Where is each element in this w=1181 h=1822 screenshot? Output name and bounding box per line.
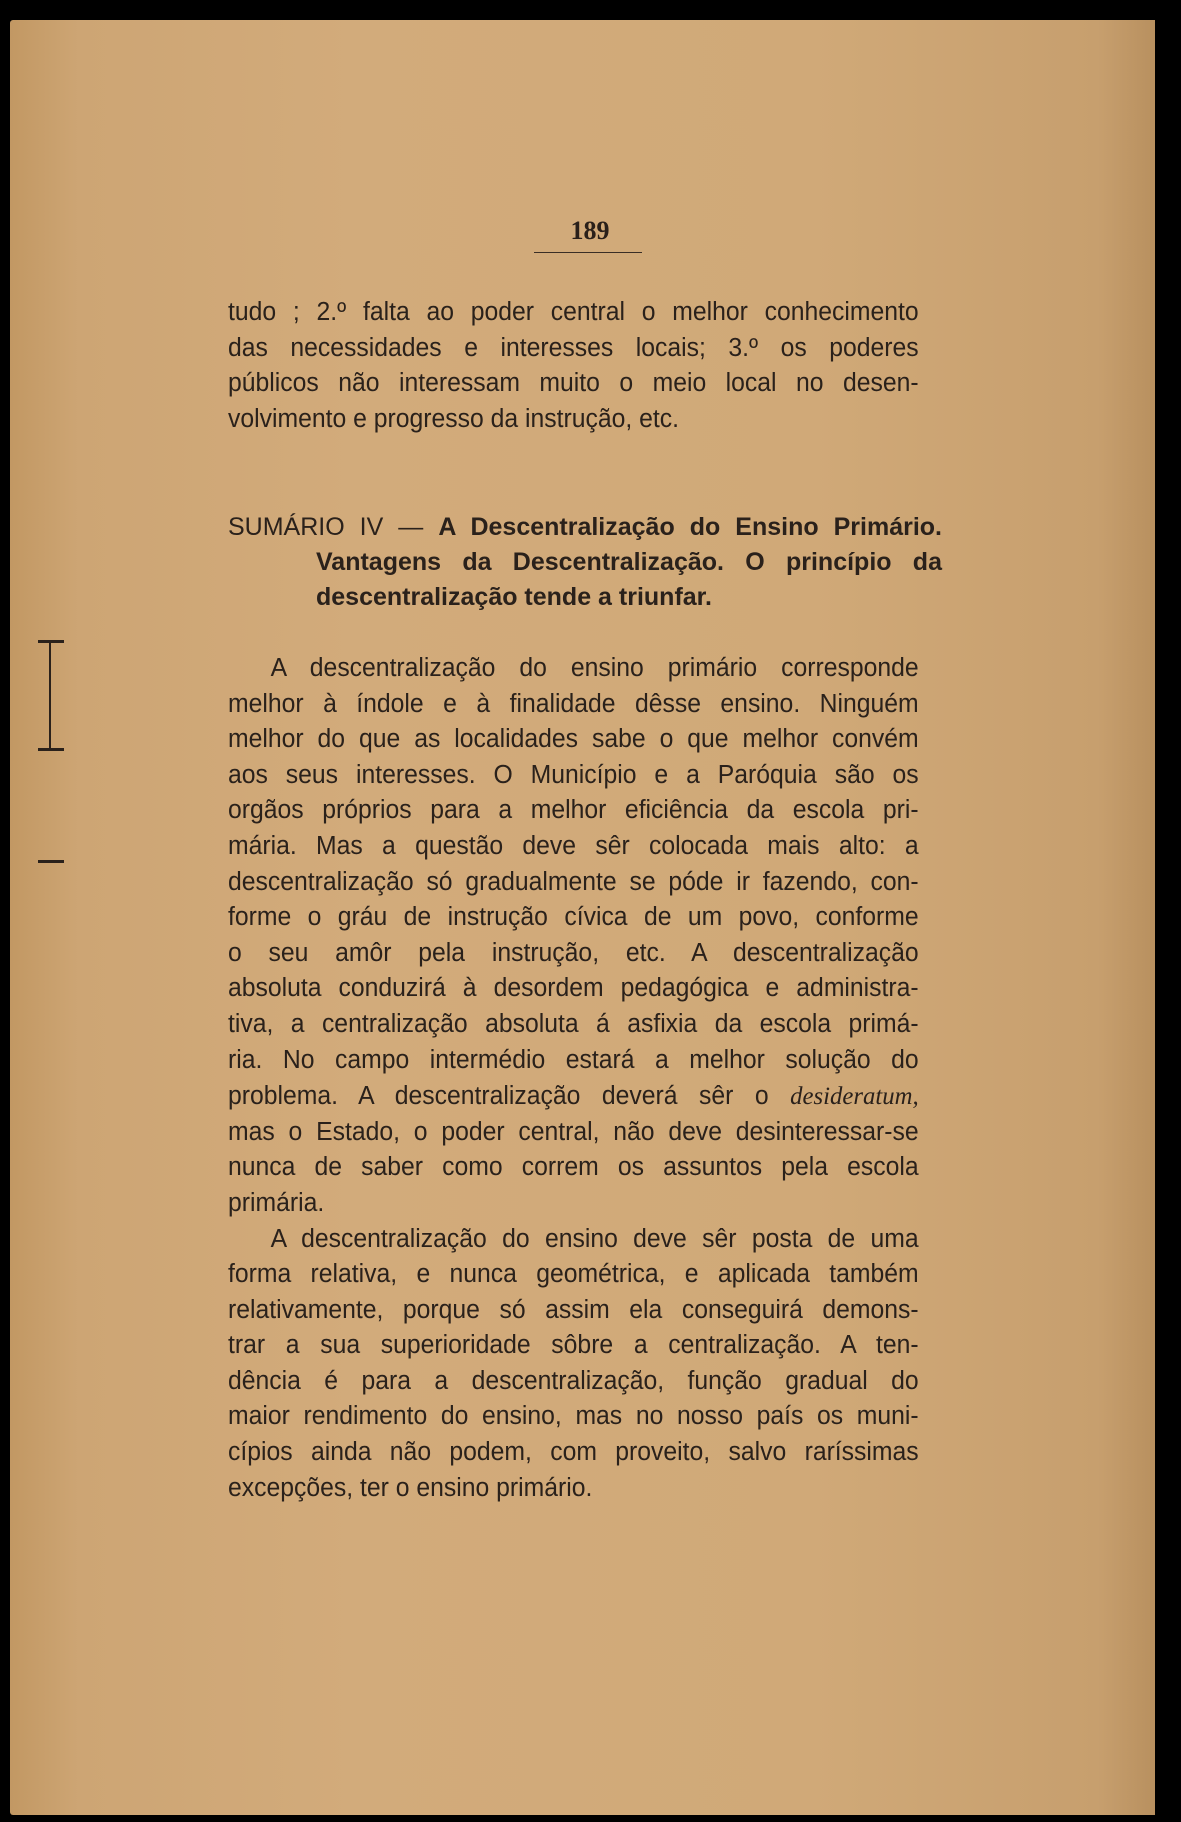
summary-title: A Descentralização do Ensino Primário. <box>438 513 943 541</box>
text-line: o seu amôr pela instrução, etc. A descentralização <box>228 938 919 967</box>
text-line: das necessidades e interesses locais; 3.º os poderes <box>228 333 919 362</box>
paragraph-1 <box>228 651 919 1506</box>
text-line: aos seus interesses. O Município e a Paróquia são os <box>228 760 919 789</box>
text-line: tudo ; 2.º falta ao poder central o melhor conhecimento <box>228 298 919 326</box>
intro-paragraph <box>228 295 919 437</box>
text-line: ria. No campo intermédio estará a melhor solução do <box>228 1045 919 1074</box>
margin-mark <box>38 748 64 751</box>
margin-mark <box>38 640 64 643</box>
text-line: forma relativa, e nunca geométrica, e aplicada também <box>228 1260 919 1289</box>
text-line: relativamente, porque só assim ela conseguirá demons- <box>228 1295 919 1324</box>
text-line: A descentralização do ensino primário corresponde <box>270 654 919 682</box>
italic-term: desideratum, <box>790 1081 919 1111</box>
text-line: forme o gráu de instrução cívica de um povo, conforme <box>228 903 919 932</box>
text-fragment: problema. A descentralização deverá sêr o <box>228 1082 791 1111</box>
text-line: melhor do que as localidades sabe o que melhor convém <box>228 725 919 754</box>
summary-line <box>228 510 942 545</box>
summary-label: SUMÁRIO IV — <box>228 513 439 541</box>
summary-indent <box>228 545 942 615</box>
text-line: cípios ainda não podem, com proveito, salvo raríssimas <box>228 1438 919 1467</box>
text-line: primária. <box>228 1188 325 1217</box>
text-line: A descentralização do ensino deve sêr posta de uma <box>270 1224 919 1253</box>
margin-line <box>49 640 51 748</box>
text-line: nunca de saber como correm os assuntos pela escola <box>228 1153 919 1182</box>
text-line: orgãos próprios para a melhor eficiência da escola pri- <box>228 796 919 825</box>
text-line: trar a sua superioridade sôbre a centralização. A ten- <box>228 1331 919 1360</box>
margin-mark <box>38 860 64 863</box>
text-line: maior rendimento do ensino, mas no nosso país os muni- <box>228 1402 919 1431</box>
text-line: tiva, a centralização absoluta á asfixia da escola primá- <box>228 1009 919 1038</box>
summary-line: Vantagens da Descentralização. O princípio da <box>316 548 942 576</box>
page-number-rule <box>534 252 642 253</box>
text-line: melhor à índole e à finalidade dêsse ensino. Ninguém <box>228 689 919 718</box>
summary-line: descentralização tende a triunfar. <box>316 583 712 611</box>
text-line <box>228 1078 919 1115</box>
text-line: absoluta conduzirá à desordem pedagógica e administra- <box>228 974 919 1003</box>
summary-heading <box>228 510 942 615</box>
text-line: volvimento e progresso da instrução, etc. <box>228 404 679 433</box>
text-line: descentralização só gradualmente se póde ir fazendo, con- <box>228 867 919 896</box>
text-line: dência é para a descentralização, função gradual do <box>228 1366 919 1395</box>
page-number: 189 <box>570 216 610 245</box>
text-line: mas o Estado, o poder central, não deve desinteressar-se <box>228 1117 919 1146</box>
text-line: excepções, ter o ensino primário. <box>228 1473 593 1502</box>
text-line: públicos não interessam muito o meio local no desen- <box>228 369 919 398</box>
text-line: mária. Mas a questão deve sêr colocada mais alto: a <box>228 831 919 860</box>
